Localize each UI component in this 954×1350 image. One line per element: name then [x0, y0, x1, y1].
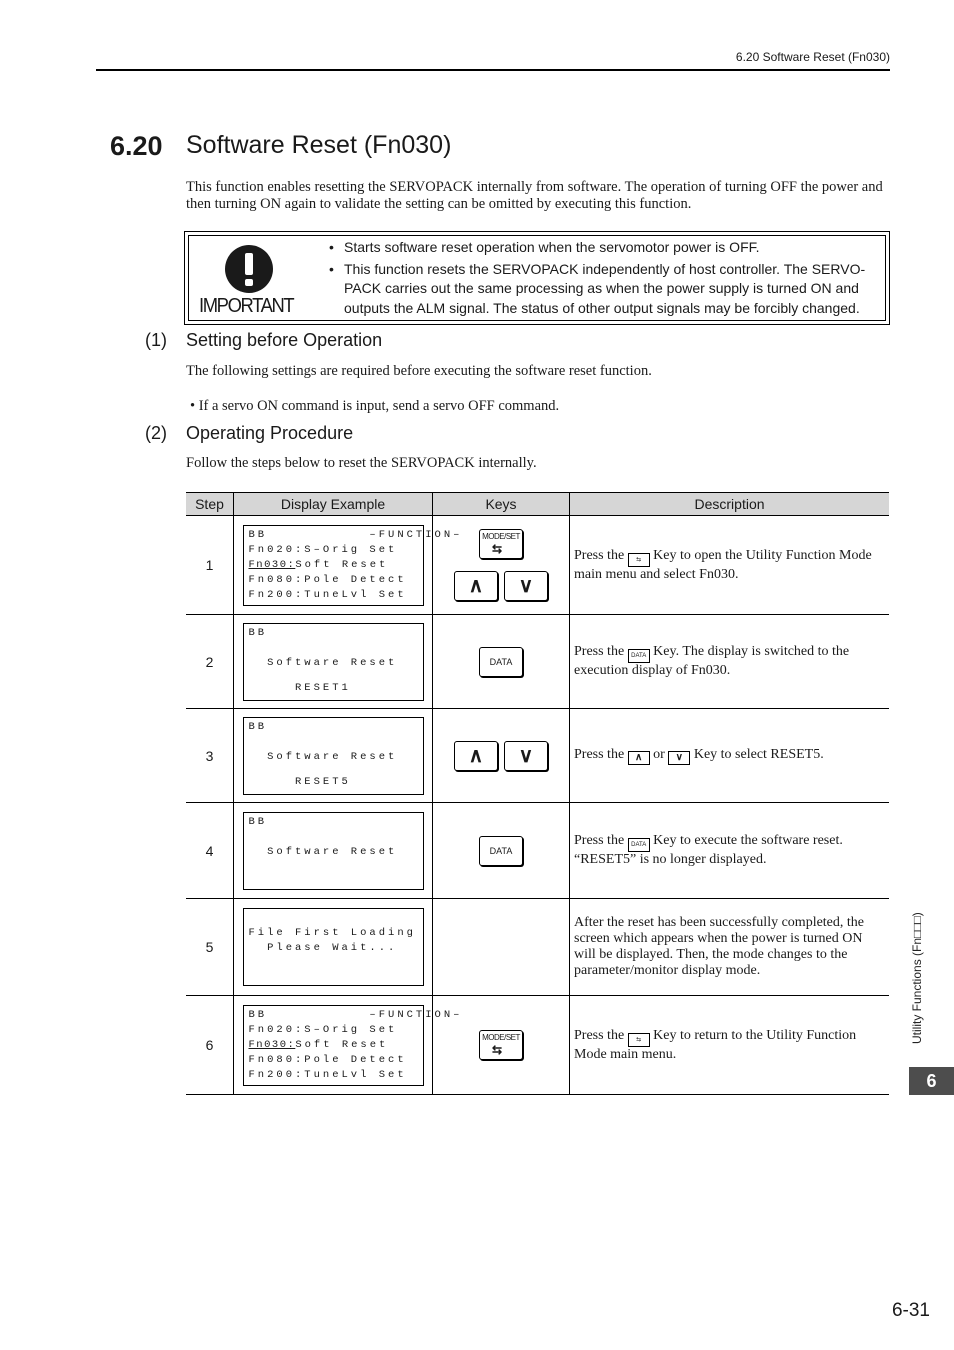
- lcd-display: BB –FUNCTION– Fn020:S–Orig Set Fn030:Soft Reset Fn080:Pole Detect Fn200:TuneLvl Set: [243, 525, 424, 606]
- step-number: 3: [186, 709, 234, 803]
- table-header-row: [186, 493, 889, 516]
- data-key[interactable]: DATA: [479, 647, 523, 677]
- setting-bullet: • If a servo ON command is input, send a servo OFF command.: [190, 398, 560, 414]
- important-item: • This function resets the SERVOPACK independently of host controller. The SERVO-PACK carries out the same processing as when the power supply is turned ON and outputs the ALM signal. The status of other output signals may be forcibly changed.: [329, 260, 889, 319]
- table-row: [186, 803, 889, 899]
- setting-heading-number: (1): [145, 330, 167, 350]
- lcd-display: BB –FUNCTION– Fn020:S–Orig Set Fn030:Soft Reset Fn080:Pole Detect Fn200:TuneLvl Set: [243, 1005, 424, 1086]
- intro-paragraph: This function enables resetting the SERVOPACK internally from software. The operation of turning OFF the power and then turning ON again to validate the setting can be omitted by executing this function.: [186, 179, 883, 212]
- mode-set-key[interactable]: MODE/SET ⇆: [479, 1030, 523, 1060]
- page-number: 6-31: [891, 1300, 930, 1321]
- exclamation-icon: [225, 245, 273, 293]
- column-header-keys: Keys: [433, 493, 570, 516]
- procedure-heading-number: (2): [145, 423, 167, 443]
- data-key-icon: DATA: [628, 838, 650, 852]
- section-number: 6.20: [110, 131, 163, 161]
- step-description: Press the ∧ or ∨ Key to select RESET5.: [570, 709, 890, 803]
- important-list: [329, 238, 889, 320]
- important-item: • Starts software reset operation when the servomotor power is OFF.: [329, 238, 889, 258]
- empty-keys-cell: [433, 899, 570, 996]
- down-arrow-key[interactable]: ∨: [504, 571, 548, 601]
- step-number: 5: [186, 899, 234, 996]
- lcd-display: BB Software Reset: [243, 812, 424, 890]
- mode-set-key-icon: ⇆: [628, 553, 650, 567]
- step-description: Press the DATA Key to execute the software reset. “RESET5” is no longer displayed.: [570, 803, 890, 899]
- header-rule: [96, 69, 890, 71]
- down-arrow-key-icon: ∨: [668, 751, 690, 765]
- column-header-description: Description: [570, 493, 890, 516]
- table-row: [186, 709, 889, 803]
- return-arrow-icon: ⇆: [492, 1043, 503, 1057]
- section-title: Software Reset (Fn030): [186, 131, 452, 159]
- table-row: [186, 615, 889, 709]
- setting-paragraph: The following settings are required before executing the software reset function.: [186, 363, 652, 379]
- column-header-display: Display Example: [234, 493, 433, 516]
- table-row: [186, 899, 889, 996]
- procedure-heading-text: Operating Procedure: [186, 423, 354, 443]
- lcd-display: File First Loading Please Wait...: [243, 908, 424, 986]
- step-description: Press the ⇆ Key to return to the Utility Function Mode main menu.: [570, 996, 890, 1095]
- step-description: Press the DATA Key. The display is switched to the execution display of Fn030.: [570, 615, 890, 709]
- lcd-display: BB Software Reset RESET5: [243, 717, 424, 795]
- data-key[interactable]: DATA: [479, 836, 523, 866]
- important-box: [184, 231, 890, 325]
- table-row: [186, 996, 889, 1095]
- procedure-paragraph: Follow the steps below to reset the SERVOPACK internally.: [186, 455, 537, 471]
- table-row: [186, 516, 889, 615]
- column-header-step: Step: [186, 493, 234, 516]
- up-arrow-key[interactable]: ∧: [454, 571, 498, 601]
- down-arrow-key[interactable]: ∨: [504, 741, 548, 771]
- return-arrow-icon: ⇆: [492, 542, 503, 556]
- setting-heading-text: Setting before Operation: [186, 330, 383, 350]
- important-label: IMPORTANT: [199, 295, 294, 317]
- mode-set-key-icon: ⇆: [628, 1033, 650, 1047]
- step-number: 4: [186, 803, 234, 899]
- step-number: 2: [186, 615, 234, 709]
- step-description: Press the ⇆ Key to open the Utility Function Mode main menu and select Fn030.: [570, 516, 890, 615]
- step-description: After the reset has been successfully completed, the screen which appears when the power is turned ON will be displayed. Then, the mode changes to the parameter/monitor display mode.: [570, 899, 890, 996]
- procedure-table: [186, 492, 889, 1095]
- step-number: 1: [186, 516, 234, 615]
- mode-set-key[interactable]: MODE/SET ⇆: [479, 529, 523, 559]
- up-arrow-key-icon: ∧: [628, 751, 650, 765]
- data-key-icon: DATA: [628, 649, 650, 663]
- lcd-display: BB Software Reset RESET1: [243, 623, 424, 701]
- side-tab-label: Utility Functions (Fn□□□): [910, 912, 924, 1044]
- up-arrow-key[interactable]: ∧: [454, 741, 498, 771]
- step-number: 6: [186, 996, 234, 1095]
- running-header: 6.20 Software Reset (Fn030): [735, 50, 890, 64]
- chapter-tab: 6: [909, 1067, 954, 1095]
